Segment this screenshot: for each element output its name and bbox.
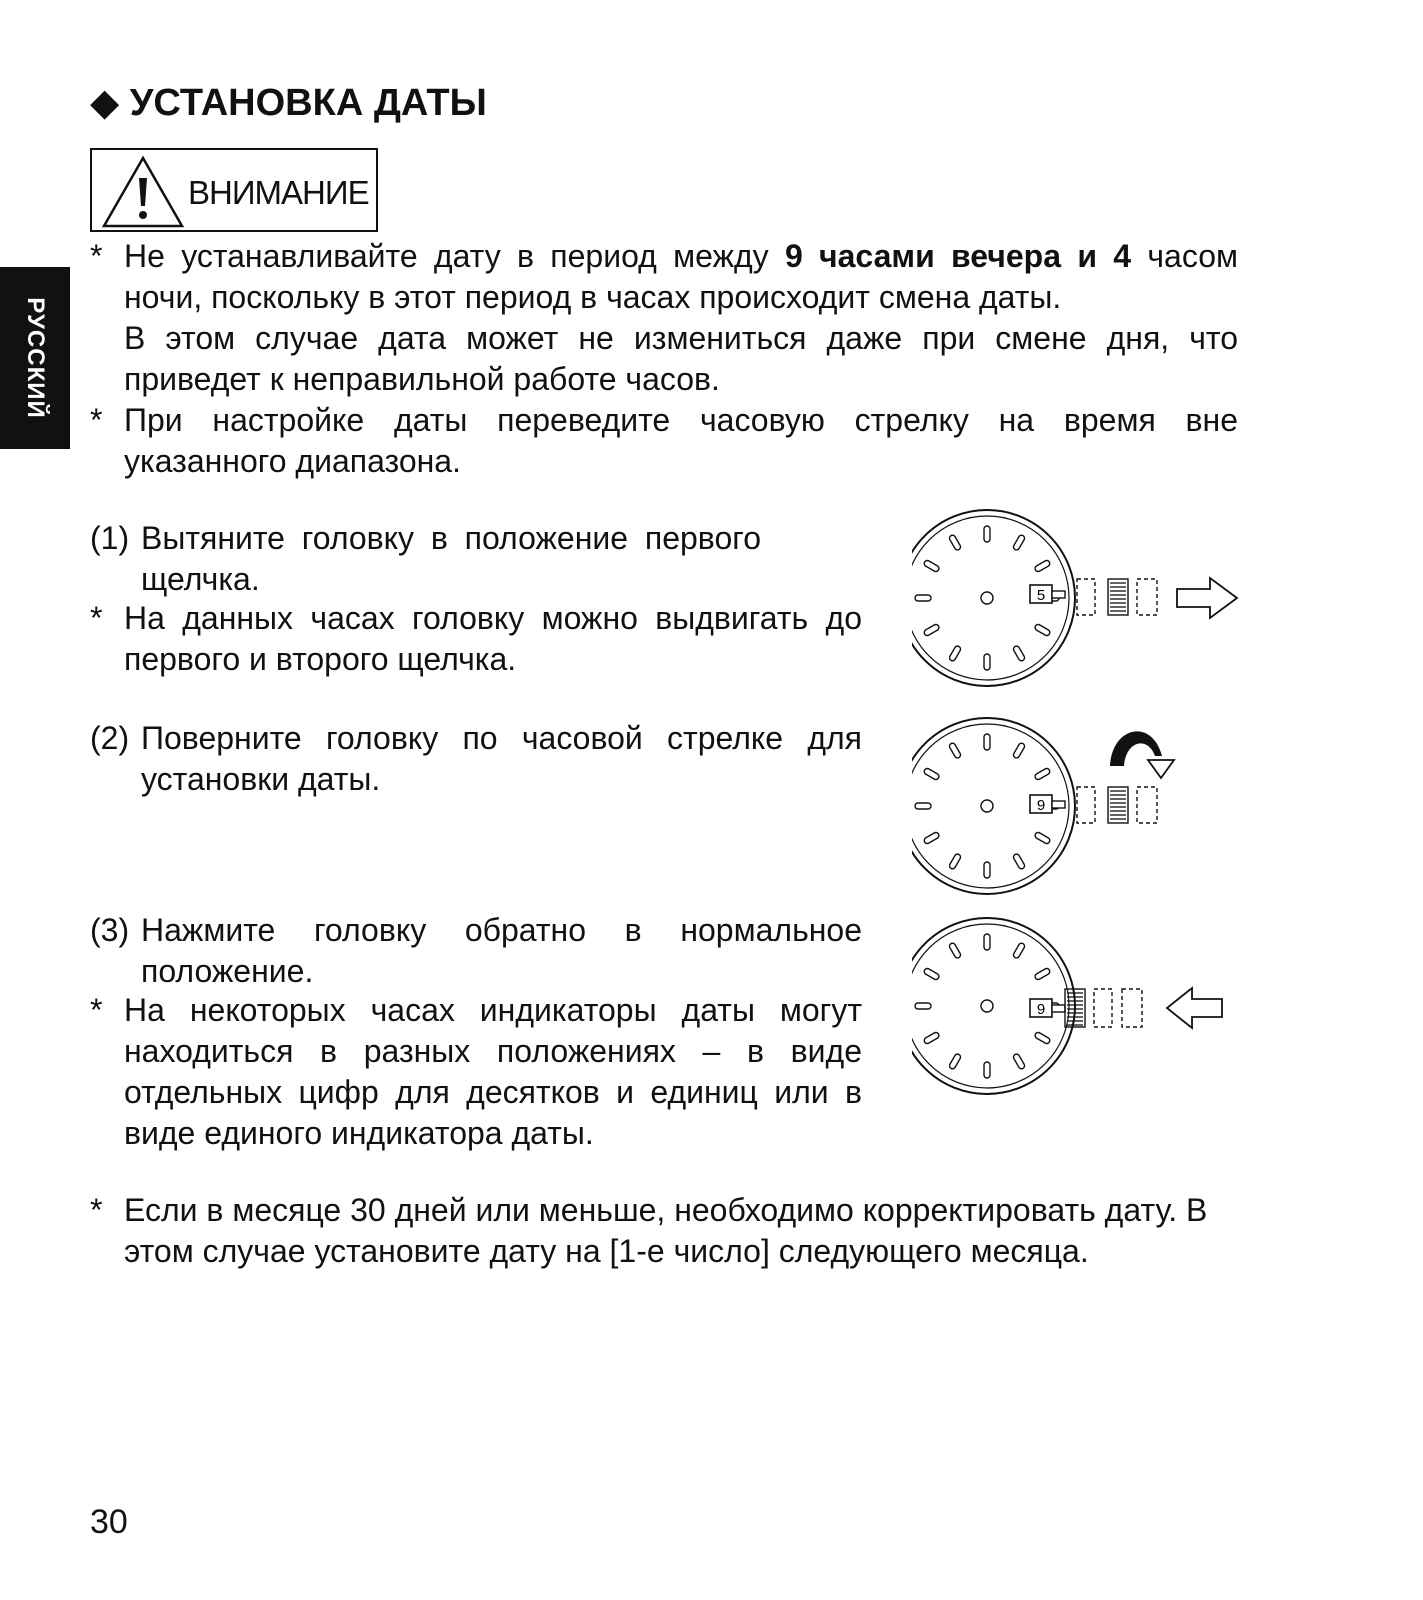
step-2-text: Поверните головку по часовой стрелке для установки даты. [141,720,862,797]
asterisk-mark: * [90,600,103,636]
step-1-note: На данных часах головку можно выдвигать до первого и второго щелчка. [124,600,862,677]
asterisk-mark: * [90,402,103,438]
asterisk-mark: * [90,238,103,274]
step-3-text: Нажмите головку обратно в нормальное положение. [141,912,862,989]
caution-label: ВНИМАНИЕ [188,174,369,211]
language-tab [0,267,70,449]
left-arrow-icon [1167,988,1222,1028]
step-1-text: Вытяните головку в положение первого щелчка. [141,520,761,597]
watch-figure-push-crown [912,916,1252,1106]
asterisk-mark: * [90,992,103,1028]
section-title: ◆ УСТАНОВКА ДАТЫ [90,82,487,124]
asterisk-mark: * [90,1192,103,1228]
step-3-note: На некоторых часах индикаторы даты могут находиться в разных положениях – в виде отдельных цифр для десятков и единиц или в виде единого индикатора даты. [124,992,862,1151]
watch-figure-rotate-crown [912,716,1252,906]
language-tab-label: РУССКИЙ [22,297,49,419]
crown-pushed [1052,989,1142,1027]
watch-figure-pull-crown [912,508,1252,698]
bullet-text: часом ночи, поскольку в этот период в часах происходит смена даты. [124,238,1239,315]
bullet-bold-text: 9 часами вечера и 4 [784,238,1132,274]
bullet-text: Не устанавливайте дату в период между [124,238,785,274]
warning-triangle-icon [100,154,186,230]
bottom-note: Если в месяце 30 дней или меньше, необходимо корректировать дату. В этом случае установите дату на [1-е число] следующего месяца. [124,1192,1208,1269]
page-number: 30 [90,1503,128,1541]
bullet-warning-continuation: В этом случае дата может не измениться даже при смене дня, что приведет к неправильной работе часов. [124,320,1238,397]
bullet-hour-hand: При настройке даты переведите часовую стрелку на время вне указанного диапазона. [124,402,1238,479]
caution-box [90,148,378,232]
step-number: (1) [90,520,130,556]
step-number: (3) [90,912,130,948]
date-value: 9 [1036,1001,1046,1018]
bullet-warning-time [124,236,1238,318]
step-number: (2) [90,720,130,756]
date-value: 5 [1036,587,1046,604]
rotate-clockwise-arrow-icon [1110,731,1174,778]
date-value: 9 [1036,797,1046,814]
right-arrow-icon [1177,578,1237,618]
